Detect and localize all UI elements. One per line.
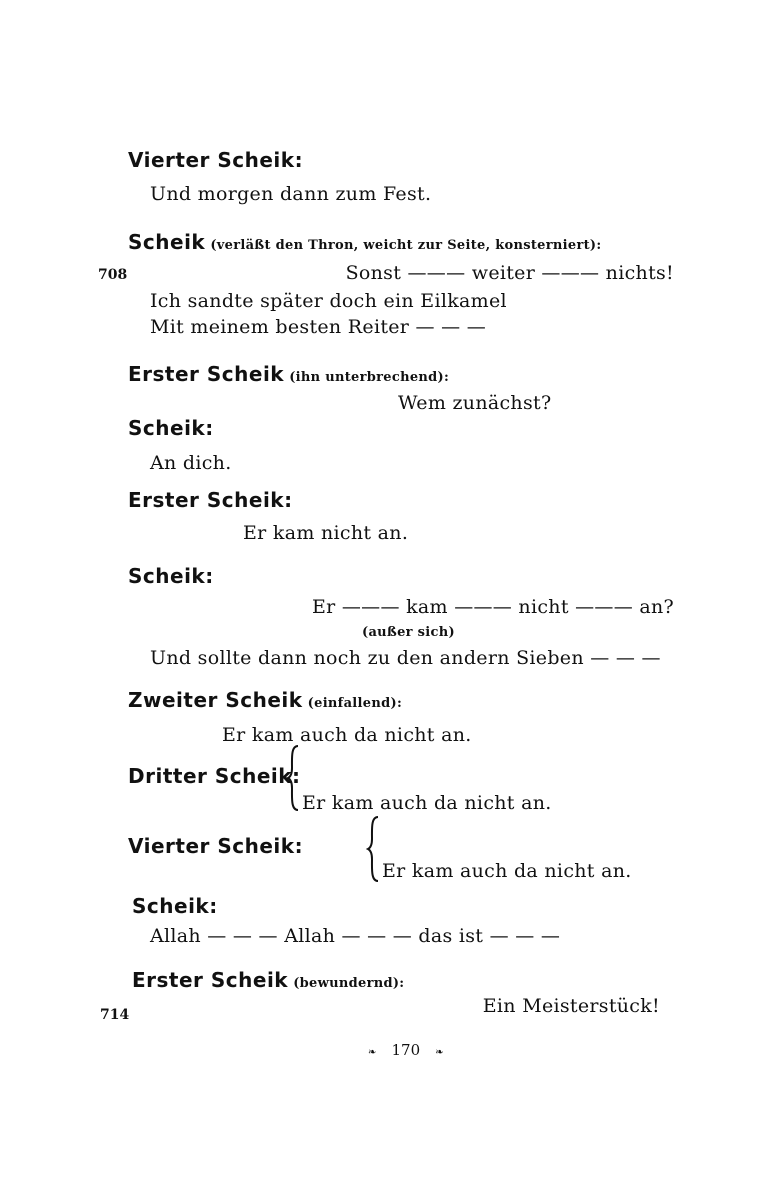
- speaker-erster-scheik: Erster Scheik: [128, 362, 285, 386]
- verse-line: Ich sandte später doch ein Eilkamel: [150, 290, 507, 312]
- speaker-heading: [128, 230, 601, 254]
- verse-line: Wem zunächst?: [398, 392, 552, 414]
- verse-line: Er kam auch da nicht an.: [222, 724, 472, 746]
- stage-direction: (außer sich): [362, 625, 455, 640]
- speaker-erster-scheik: Erster Scheik:: [128, 488, 293, 512]
- page-footer: [368, 1040, 444, 1059]
- stage-direction: (ihn unterbrechend):: [289, 370, 450, 385]
- line-number: 714: [100, 1007, 130, 1023]
- speaker-vierter-scheik: Vierter Scheik:: [128, 148, 304, 172]
- speaker-scheik: Scheik:: [128, 416, 214, 440]
- brace-left: [366, 815, 380, 883]
- ornament-icon: ❧: [435, 1047, 444, 1058]
- speaker-scheik: Scheik: [128, 230, 206, 254]
- brace-left: [286, 744, 300, 812]
- speaker-zweiter-scheik: Zweiter Scheik: [128, 688, 303, 712]
- verse-line: Er kam auch da nicht an.: [382, 860, 632, 882]
- verse-line: Er kam nicht an.: [243, 522, 409, 544]
- page-number: 170: [391, 1041, 421, 1059]
- verse-line: Und morgen dann zum Fest.: [150, 183, 432, 205]
- verse-line: Sonst ——— weiter ——— nichts!: [345, 262, 674, 284]
- verse-line: An dich.: [150, 452, 232, 474]
- speaker-heading: [128, 362, 449, 386]
- verse-line: Er kam auch da nicht an.: [302, 792, 552, 814]
- stage-direction: (einfallend):: [307, 696, 403, 711]
- ornament-icon: ❧: [368, 1047, 377, 1058]
- verse-line: Er ——— kam ——— nicht ——— an?: [311, 596, 674, 618]
- speaker-vierter-scheik: Vierter Scheik:: [128, 834, 304, 858]
- verse-line: Und sollte dann noch zu den andern Sieben — — —: [150, 647, 661, 669]
- speaker-heading: [132, 968, 404, 992]
- stage-direction: (verläßt den Thron, weicht zur Seite, konsterniert):: [210, 238, 602, 253]
- stage-direction: (bewundernd):: [293, 976, 405, 991]
- verse-line: Allah — — — Allah — — — das ist — — —: [150, 925, 561, 947]
- speaker-dritter-scheik: Dritter Scheik:: [128, 764, 301, 788]
- verse-line: Ein Meisterstück!: [482, 995, 660, 1017]
- speaker-erster-scheik: Erster Scheik: [132, 968, 289, 992]
- line-number: 708: [98, 267, 128, 283]
- speaker-heading: [128, 688, 402, 712]
- verse-line: Mit meinem besten Reiter — — —: [150, 316, 487, 338]
- speaker-scheik: Scheik:: [128, 564, 214, 588]
- speaker-scheik: Scheik:: [132, 894, 218, 918]
